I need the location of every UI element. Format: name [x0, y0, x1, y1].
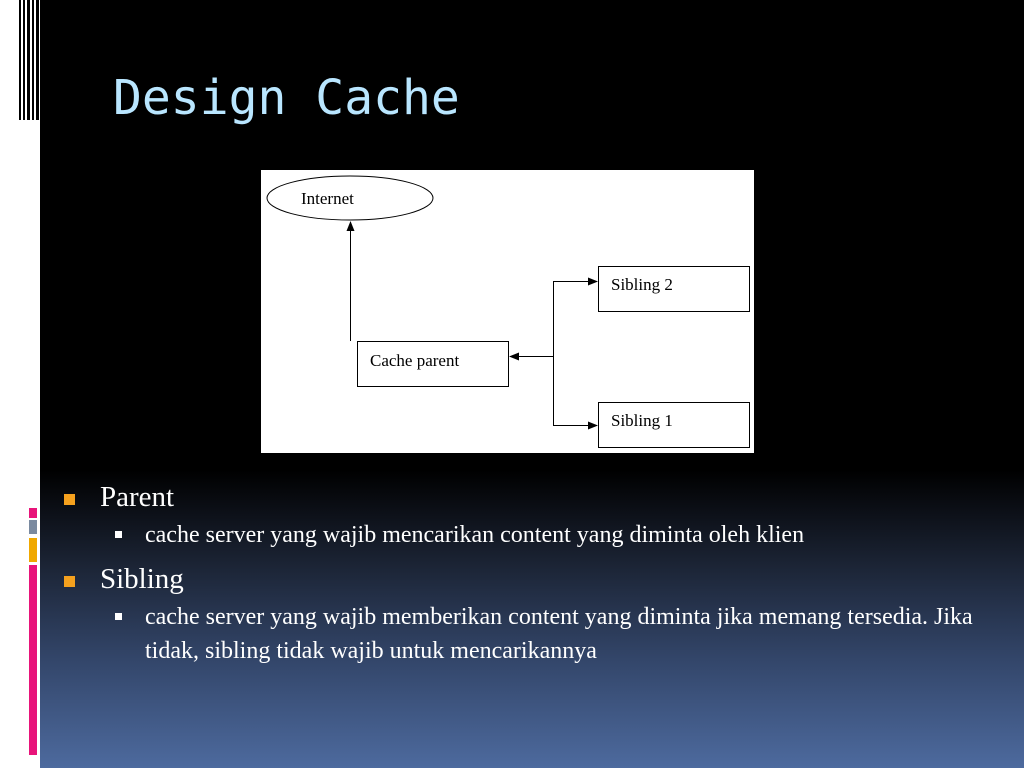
bullet-label: Sibling — [100, 563, 184, 595]
accent-bar-pink-top — [29, 508, 37, 518]
sub-bullet-parent — [60, 518, 1000, 552]
accent-bar-yellow — [29, 538, 37, 562]
sibling-2-label: Sibling 2 — [611, 275, 673, 294]
bullet-label: Parent — [100, 481, 175, 513]
sub-bullet-square-icon — [115, 531, 122, 538]
bullet-list — [60, 478, 1000, 676]
sub-bullet-text: cache server yang wajib memberikan content yang diminta jika memang tersedia. Jika tidak, sibling tidak wajib untuk mencarikannya — [145, 604, 973, 664]
accent-bar-gray — [29, 520, 37, 534]
sibling-1-label: Sibling 1 — [611, 411, 673, 430]
bullet-parent — [60, 478, 1000, 516]
diagram-svg — [261, 170, 754, 453]
bullet-sibling — [60, 560, 1000, 598]
sub-bullet-square-icon — [115, 613, 122, 620]
sub-bullet-sibling — [60, 600, 1000, 668]
cache-hierarchy-diagram — [261, 170, 754, 453]
internet-label: Internet — [301, 189, 354, 208]
left-decor-strip — [0, 0, 40, 768]
bullet-square-icon — [64, 576, 75, 587]
slide-title: Design Cache — [113, 70, 460, 126]
decor-lines — [19, 0, 41, 120]
cache-parent-label: Cache parent — [370, 351, 460, 370]
bullet-square-icon — [64, 494, 75, 505]
accent-bar-pink — [29, 565, 37, 755]
sub-bullet-text: cache server yang wajib mencarikan content yang diminta oleh klien — [145, 522, 805, 548]
